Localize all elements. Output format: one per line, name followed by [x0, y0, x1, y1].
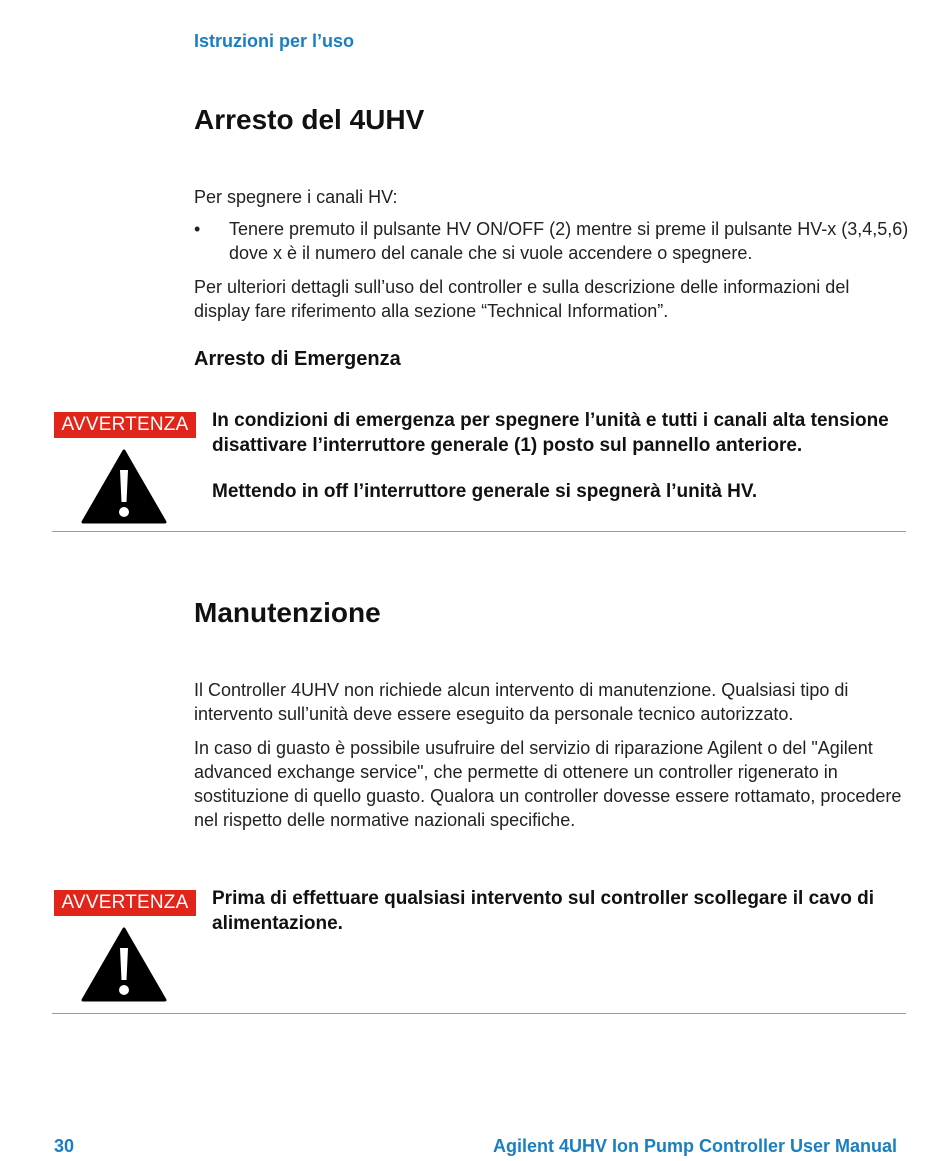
divider-rule — [52, 1013, 906, 1014]
bullet-marker: • — [194, 219, 201, 239]
warning-label: AVVERTENZA — [54, 412, 196, 438]
running-header: Istruzioni per l’uso — [194, 31, 355, 51]
warning-label: AVVERTENZA — [54, 890, 196, 916]
warning-text-emergency: In condizioni di emergenza per spegnere l’unità e tutti i canali alta tensione disattivare l’interruttore generale (1) posto sul pannello anteriore. — [212, 410, 889, 456]
warning-triangle-icon — [81, 926, 167, 1002]
section-title-shutdown: Arresto del 4UHV — [194, 104, 425, 135]
section-title-maintenance: Manutenzione — [194, 597, 381, 628]
subsection-title-emergency: Arresto di Emergenza — [194, 348, 401, 370]
details-paragraph: Per ulteriori dettagli sull’uso del controller e sulla descrizione delle informazioni del display fare riferimento alla sezione “Technical Information”. — [194, 277, 850, 321]
intro-paragraph: Per spegnere i canali HV: — [194, 187, 398, 207]
manual-title: Agilent 4UHV Ion Pump Controller User Manual — [492, 1136, 897, 1156]
page-number: 30 — [54, 1136, 75, 1156]
maintenance-paragraph-1: Il Controller 4UHV non richiede alcun intervento di manutenzione. Qualsiasi tipo di intervento sull’unità deve essere eseguito da personale tecnico autorizzato. — [194, 680, 849, 724]
bullet-text: Tenere premuto il pulsante HV ON/OFF (2) mentre si preme il pulsante HV-x (3,4,5,6) dove x è il numero del canale che si vuole accendere o spegnere. — [229, 219, 909, 263]
maintenance-paragraph-2: In caso di guasto è possibile usufruire del servizio di riparazione Agilent o del "Agilent advanced exchange service", che permette di ottenere un controller rigenerato in sostituzione di quello guasto. Qualora un controller dovesse essere rottamato, procedere nel rispetto delle normative nazionali specifiche. — [194, 738, 902, 830]
bullet-list-item — [194, 217, 909, 265]
warning-triangle-icon — [81, 448, 167, 524]
divider-rule — [52, 531, 906, 532]
warning-text-mainswitch: Mettendo in off l’interruttore generale si spegnerà l’unità HV. — [212, 481, 758, 502]
warning-text-power-cable: Prima di effettuare qualsiasi intervento sul controller scollegare il cavo di alimentazione. — [212, 888, 875, 934]
